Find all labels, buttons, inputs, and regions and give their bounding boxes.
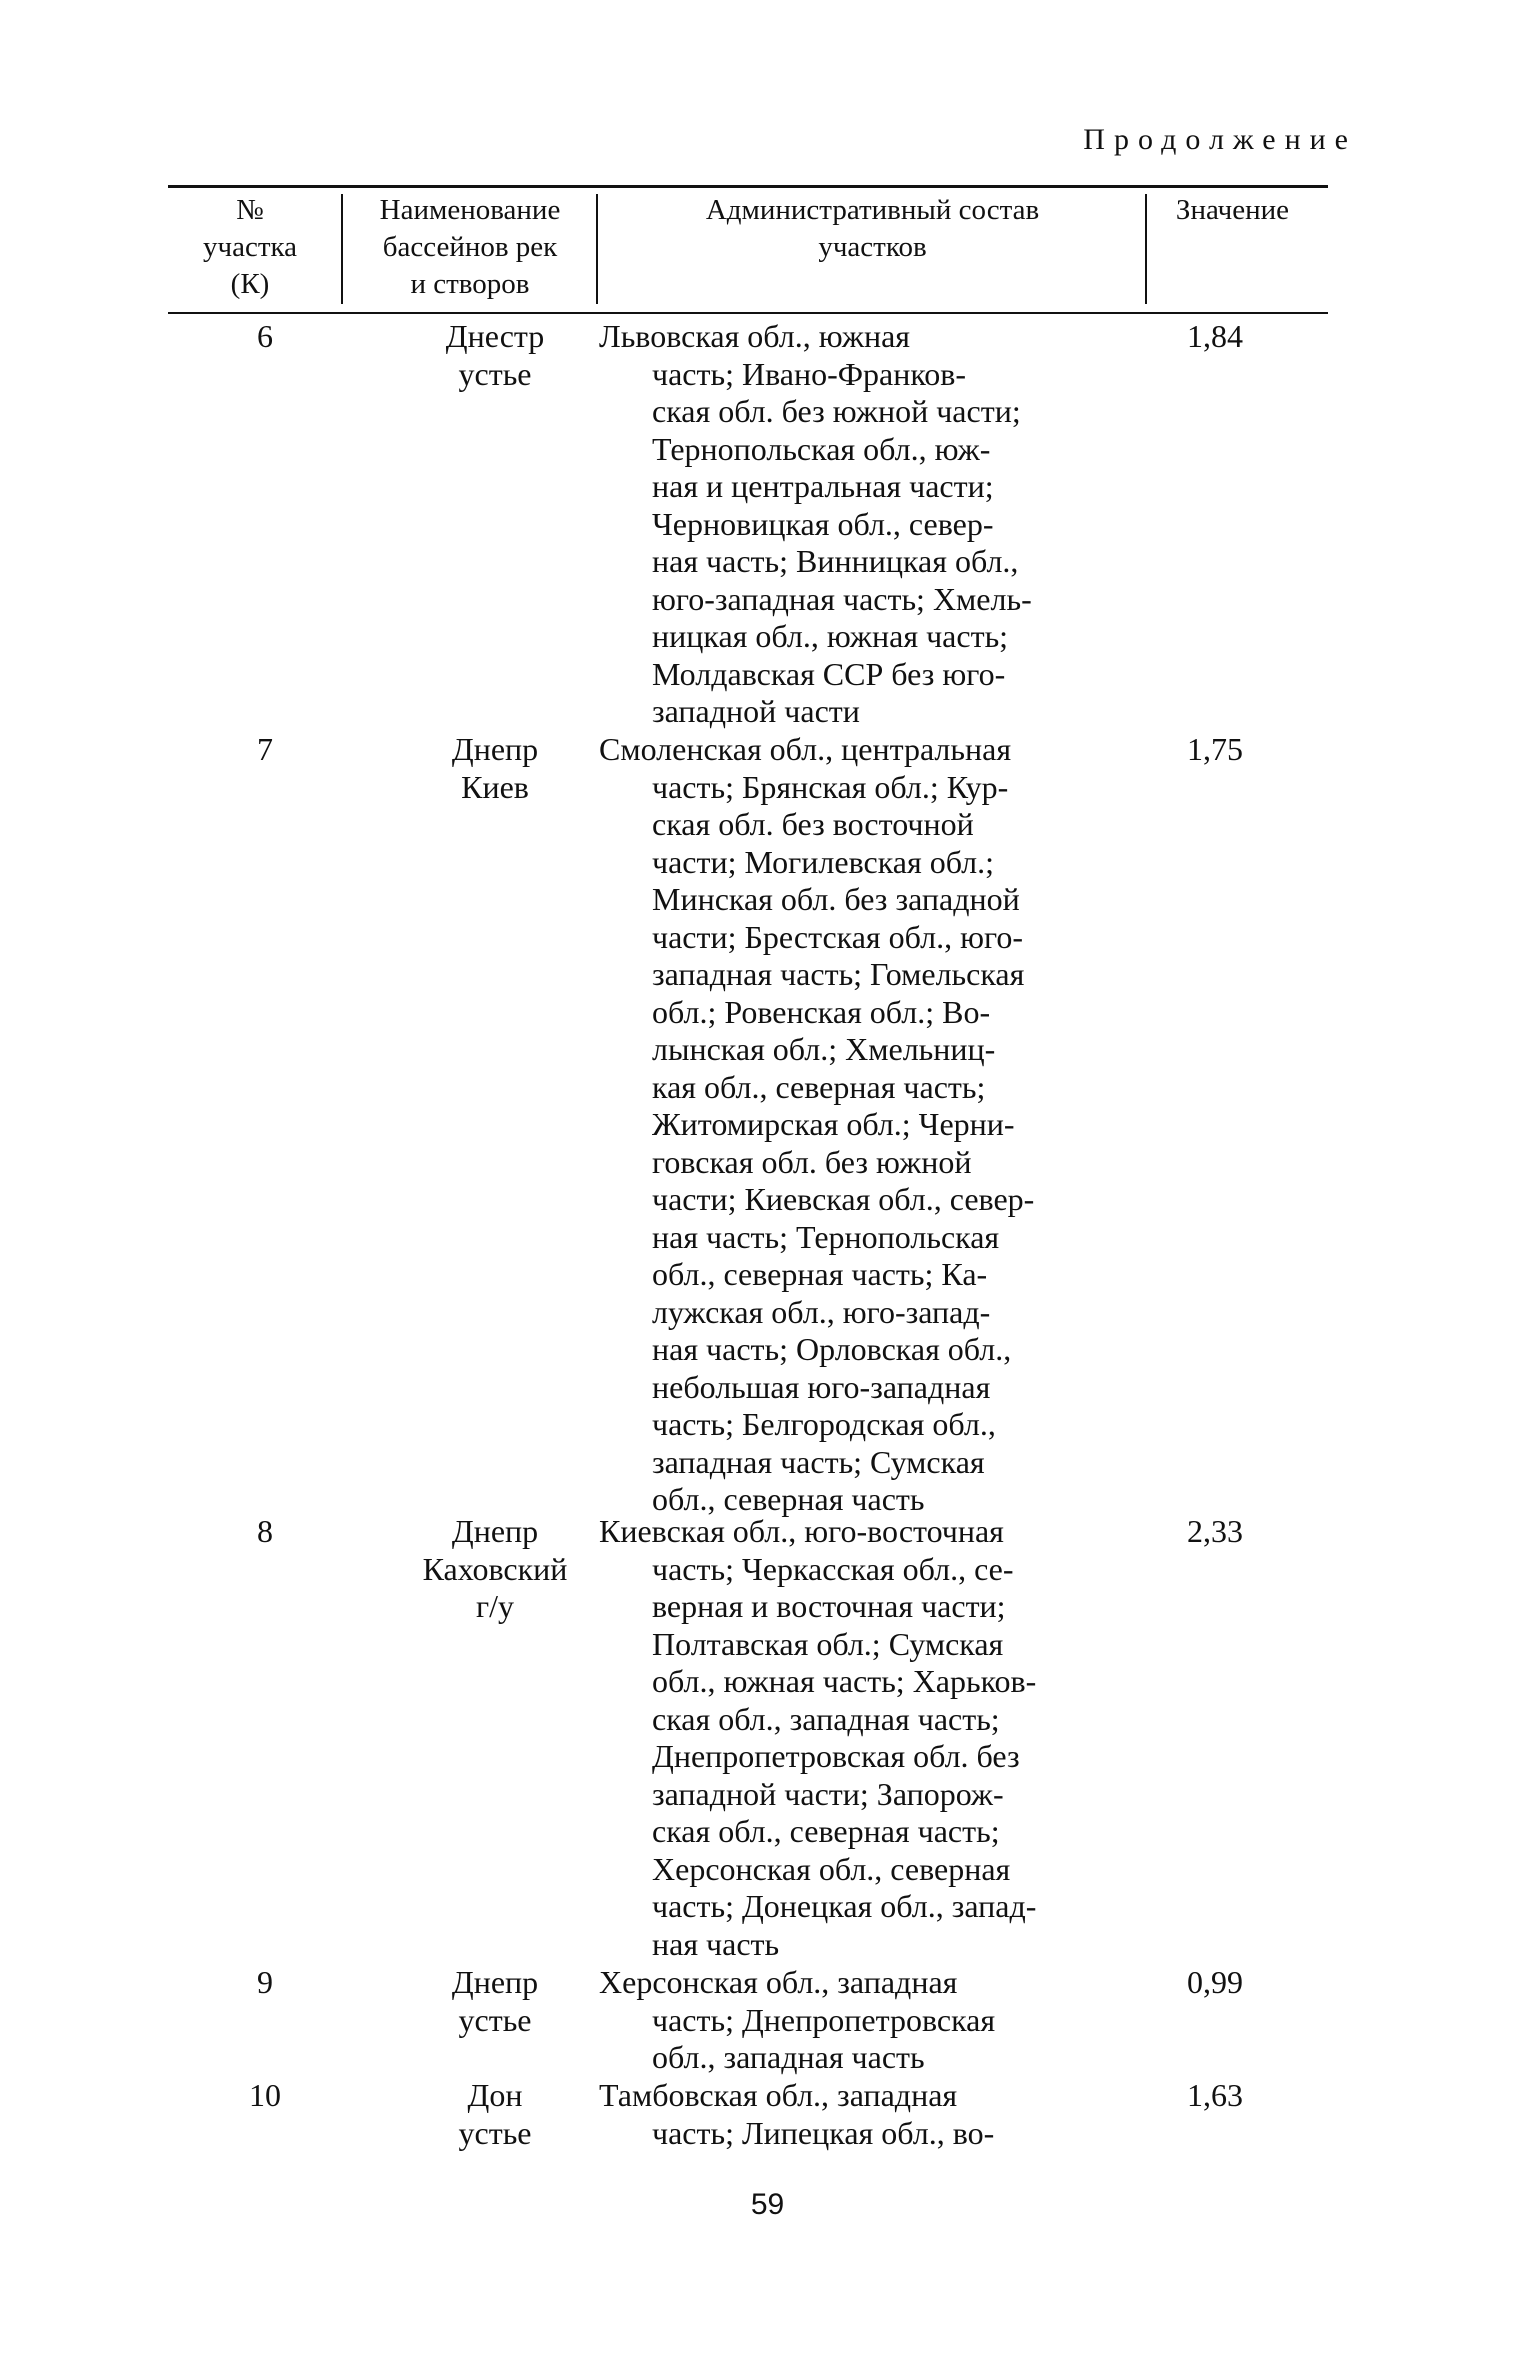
continuation-label: Продолжение [1083,123,1357,156]
section-number: 10 [249,2077,281,2113]
section-number: 6 [257,318,273,354]
basin-name: Днепр устье [451,1964,539,2038]
section-number: 8 [257,1513,273,1549]
header-col-basin [346,192,594,303]
header-line: Значение [1175,194,1290,226]
coefficient-value: 2,33 [1187,1513,1243,1549]
header-divider [596,194,598,304]
header-line: участка [202,231,298,263]
coefficient-value: 0,99 [1187,1964,1243,2000]
header-line: Наименование [379,194,561,226]
header-line: и створов [410,268,530,300]
admin-composition: Херсонская обл., западная часть; Днепропетровская обл., западная часть [599,1964,996,2075]
header-line: Административный состав [705,194,1040,226]
header-col-value [1150,192,1315,229]
admin-composition: Львовская обл., южная часть; Ивано-Франков- ская обл. без южной части; Тернопольская обл., юж- ная и центральная части; Черновицкая обл., север- ная часть; Винницкая обл., юго-западная часть; Хмель- ницкая обл., южная часть; Молдавская ССР без юго- западной части [599,318,1032,729]
basin-name: Дон устье [458,2077,532,2151]
basin-name: Днепр Каховский г/у [422,1513,568,1624]
header-divider [341,194,343,304]
basin-name: Днепр Киев [451,731,539,805]
coefficient-value: 1,75 [1187,731,1243,767]
page-number: 59 [750,2188,785,2221]
header-line: бассейнов рек [382,231,558,263]
admin-composition: Тамбовская обл., западная часть; Липецкая обл., во- [599,2077,995,2151]
section-number: 9 [257,1964,273,2000]
admin-composition: Смоленская обл., центральная часть; Брянская обл.; Кур- ская обл. без восточной части; Могилевская обл.; Минская обл. без западной части; Брестская обл., юго- западная часть; Гомельская обл.; Ровенская обл.; Во- лынская обл.; Хмельниц- кая обл., северная часть; Житомирская обл.; Черни- говская обл. без южной части; Киевская обл., север- ная часть; Тернопольская обл., северная часть; Ка- лужская обл., юго-запад- ная часть; Орловская обл., небольшая юго-западная часть; Белгородская обл., западная часть; Сумская обл., северная часть [599,731,1035,1517]
basin-name: Днестр устье [445,318,545,392]
header-col-admin [600,192,1145,266]
table-top-rule [168,185,1328,188]
header-line: № [236,194,264,226]
table-header-rule [168,312,1328,314]
header-line: (К) [230,268,270,300]
header-line: участков [818,231,927,263]
section-number: 7 [257,731,273,767]
coefficient-value: 1,63 [1187,2077,1243,2113]
coefficient-value: 1,84 [1187,318,1243,354]
header-divider [1145,194,1147,304]
header-col-number [185,192,315,303]
admin-composition: Киевская обл., юго-восточная часть; Черкасская обл., се- верная и восточная части; Полтавская обл.; Сумская обл., южная часть; Харьков- ская обл., западная часть; Днепропетровская обл. без западной части; Запорож- ская обл., северная часть; Херсонская обл., северная часть; Донецкая обл., запад- ная часть [599,1513,1037,1962]
